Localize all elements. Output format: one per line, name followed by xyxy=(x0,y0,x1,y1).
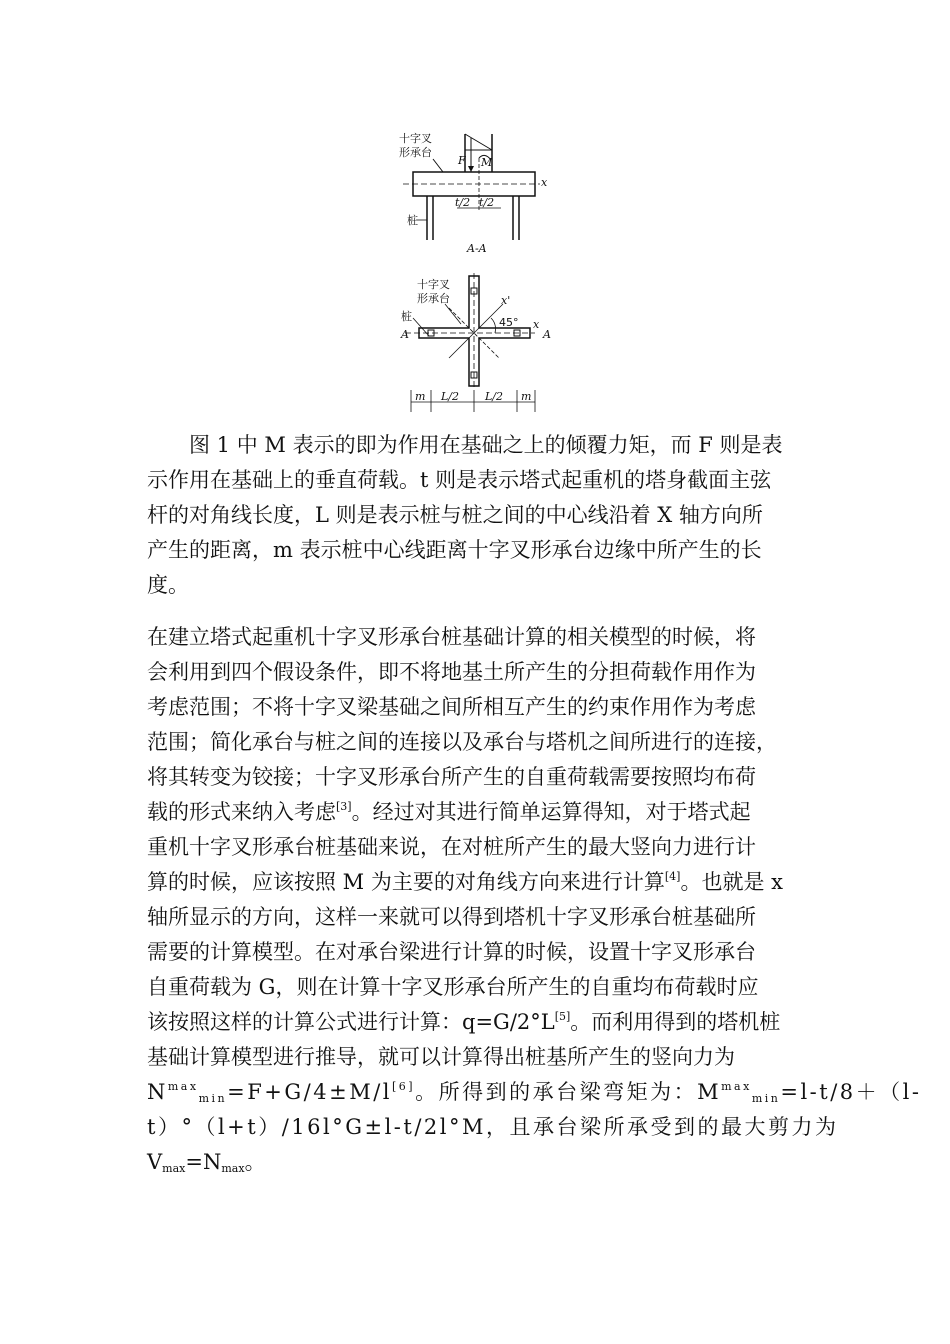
p2-line-4: 范围；简化承台与桩之间的连接以及承台与塔机之间所进行的连接， xyxy=(147,730,777,754)
formula-n-sup: max xyxy=(167,1080,199,1093)
p2-l14-mid: 。所得到的承台梁弯矩为： xyxy=(415,1080,698,1104)
paragraph-2 xyxy=(147,620,922,1180)
p2-line-10: 需要的计算模型。在对承台梁进行计算的时候，设置十字叉形承台 xyxy=(147,940,756,964)
citation-3: [3] xyxy=(336,800,352,813)
figure-1-diagram xyxy=(395,128,555,418)
p2-line-13: 基础计算模型进行推导，就可以计算得出桩基所产生的竖向力为 xyxy=(147,1045,735,1069)
angle-arc xyxy=(491,318,496,333)
fig-dim-m-right: m xyxy=(521,390,532,403)
p2-l12-text-a: 该按照这样的计算公式进行计算：q=G/2°L xyxy=(147,1010,555,1034)
citation-4: [4] xyxy=(664,870,681,883)
fig-axis-x: x xyxy=(541,176,548,189)
p2-line-2: 会利用到四个假设条件，即不将地基土所产生的分担荷载作用作为 xyxy=(147,660,756,684)
p2-line-3: 考虑范围；不将十字叉梁基础之间所相互产生的约束作用作为考虑 xyxy=(147,695,756,719)
p2-l12-text-b: 。而利用得到的塔机桩 xyxy=(570,1010,781,1034)
p2-l6-text-b: 。经过对其进行简单运算得知，对于塔式起 xyxy=(351,800,751,824)
fig-pile-label: 桩 xyxy=(407,214,418,227)
fig-axis-x-prime: x' xyxy=(501,294,511,307)
fig-section-label: A-A xyxy=(467,242,487,255)
fig-leader-line xyxy=(433,159,443,172)
fig-section-mark-left: A xyxy=(401,328,409,341)
p2-l6-text-a: 载的形式来纳入考虑 xyxy=(147,800,336,824)
fig-plan-pile: 桩 xyxy=(401,310,412,323)
p2-line-6 xyxy=(147,795,812,830)
p1-line-4: 产生的距离，m 表示桩中心线距离十字叉形承台边缘中所产生的长 xyxy=(147,538,762,562)
fig-force-label: F xyxy=(458,154,466,167)
p1-line-3: 杆的对角线长度，L 则是表示桩与桩之间的中心线沿着 X 轴方向所 xyxy=(147,503,763,527)
formula-m-sup: max xyxy=(721,1080,752,1093)
force-arrowhead xyxy=(468,166,474,172)
formula-m-body: =l-t/8＋（l- xyxy=(780,1080,922,1104)
plan-cap-leader xyxy=(445,304,461,324)
formula-v-eq: =N xyxy=(185,1150,222,1174)
p2-line-11: 自重荷载为 G，则在计算十字叉形承台所产生的自重均布荷载时应 xyxy=(147,975,759,999)
fig-dim-half-l-left: L/2 xyxy=(441,390,460,403)
p2-line-14 xyxy=(147,1075,922,1110)
p2-line-15: t）°（l+t）/16l°G±l-t/2l°M，且承台梁所承受到的最大剪力为 xyxy=(147,1115,839,1139)
p2-line-9: 轴所显示的方向，这样一来就可以得到塔机十字叉形承台桩基础所 xyxy=(147,905,756,929)
p2-line-12 xyxy=(147,1005,812,1040)
fig-dim-half-l-right: L/2 xyxy=(485,390,504,403)
fig-angle: 45° xyxy=(499,316,519,329)
pile-cap-drawing xyxy=(395,128,555,418)
fig-plan-label-2: 形承台 xyxy=(417,292,450,305)
p1-line-2: 示作用在基础上的垂直荷载。t 则是表示塔式起重机的塔身截面主弦 xyxy=(147,468,772,492)
tower-brace xyxy=(465,134,492,150)
formula-n-sub: min xyxy=(198,1092,228,1105)
p2-line-1: 在建立塔式起重机十字叉形承台桩基础计算的相关模型的时候，将 xyxy=(147,625,756,649)
fig-moment-label: M xyxy=(481,156,493,169)
p2-l8-text-a: 算的时候，应该按照 M 为主要的对角线方向来进行计算 xyxy=(147,870,665,894)
p2-line-5: 将其转变为铰接；十字叉形承台所产生的自重荷载需要按照均布荷 xyxy=(147,765,756,789)
p2-line-16 xyxy=(147,1145,812,1180)
fig-half-t-right: t/2 xyxy=(479,196,495,209)
fig-section-mark-right: A xyxy=(543,328,551,341)
formula-m: M xyxy=(697,1080,722,1104)
formula-n-body: =F+G/4±M/l xyxy=(227,1080,392,1104)
formula-v-sub2: max xyxy=(221,1162,245,1175)
formula-n: N xyxy=(147,1080,168,1104)
p2-line-7: 重机十字叉形承台桩基础来说，在对桩所产生的最大竖向力进行计 xyxy=(147,835,756,859)
formula-v: V xyxy=(147,1150,163,1174)
fig-dim-m-left: m xyxy=(415,390,426,403)
citation-6: [6] xyxy=(392,1080,416,1093)
formula-v-sub: max xyxy=(162,1162,186,1175)
fig-half-t-left: t/2 xyxy=(455,196,471,209)
p1-line-1: 图 1 中 M 表示的即为作用在基础之上的倾覆力矩，而 F 则是表 xyxy=(189,433,783,457)
fig-plan-label-1: 十字叉 xyxy=(417,278,450,291)
p2-l8-text-b: 。也就是 x xyxy=(680,870,783,894)
paragraph-1 xyxy=(147,428,812,603)
citation-5: [5] xyxy=(554,1010,571,1023)
formula-m-sub: min xyxy=(751,1092,781,1105)
fig-top-label-2: 形承台 xyxy=(399,146,432,159)
diagonal-x-prime xyxy=(449,304,503,358)
fig-plan-axis-x: x xyxy=(533,318,540,331)
fig-top-label-1: 十字叉 xyxy=(399,132,432,145)
p1-line-5: 度。 xyxy=(147,573,189,597)
p2-line-8 xyxy=(147,865,812,900)
formula-v-end: 。 xyxy=(244,1150,266,1174)
